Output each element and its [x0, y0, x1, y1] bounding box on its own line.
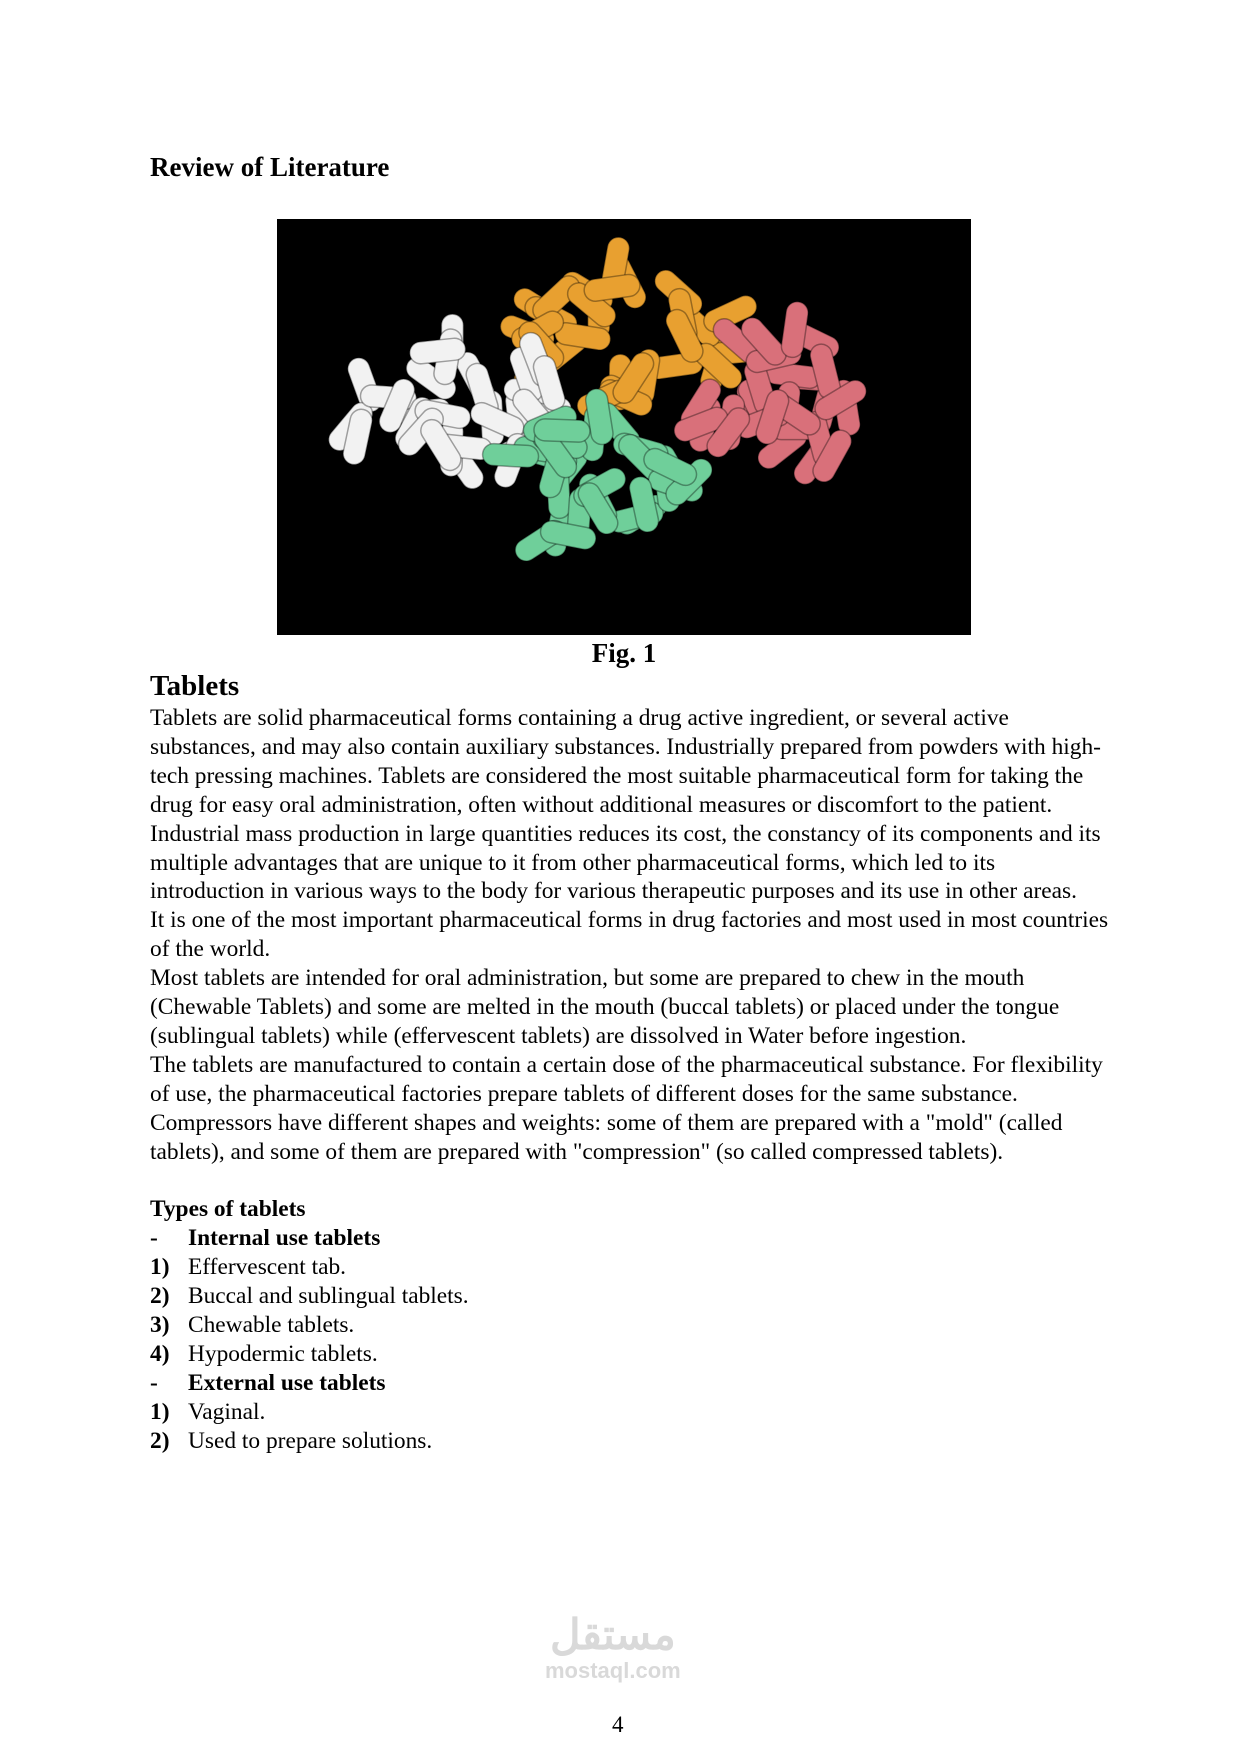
pills-photo [277, 219, 971, 635]
item-text: Buccal and sublingual tablets. [188, 1283, 469, 1310]
dash-bullet: - [150, 1225, 158, 1252]
list-item [150, 1340, 1110, 1369]
dash-bullet: - [150, 1369, 158, 1396]
watermark-logo [545, 1612, 681, 1684]
item-number: 1) [150, 1398, 170, 1425]
watermark-arabic: مستقل [550, 1611, 676, 1658]
pill [534, 419, 591, 443]
group-label: Internal use tablets [188, 1225, 381, 1252]
paragraph: The tablets are manufactured to contain a certain dose of the pharmaceutical substance. For flexibility of use, the pharmaceutical factories prepare tablets of different doses for the same substance. Compressors have different shapes and weights: some of them are prepared with a "mold" (called tablets), and some of them are prepared with "compression" (so called compressed tablets). [150, 1051, 1103, 1165]
list-item [150, 1282, 1110, 1311]
section-title: Tablets [150, 670, 240, 702]
pills-image [277, 219, 971, 635]
list-item [150, 1398, 1110, 1427]
content-flow [150, 704, 1110, 1456]
page-heading: Review of Literature [150, 152, 390, 182]
pill [780, 300, 810, 359]
paragraph: Industrial mass production in large quantities reduces its cost, the constancy of its components and its multiple advantages that are unique to it from other pharmaceutical forms, which led to its introduction in various ways to the body for various therapeutic purposes and its use in other areas. [150, 820, 1101, 905]
item-text: Effervescent tab. [188, 1254, 347, 1281]
paragraph: Tablets are solid pharmaceutical forms containing a drug active ingredient, or several active substances, and may also contain auxiliary substances. Industrially prepared from powders with high-tech pressing machines. Tablets are considered the most suitable pharmaceutical form for taking the drug for easy oral administration, often without additional measures or discomfort to the patient. [150, 705, 1101, 818]
page-number: 4 [612, 1712, 624, 1737]
paragraph: Most tablets are intended for oral administration, but some are prepared to chew in the mouth (Chewable Tablets) and some are melted in the mouth (buccal tablets) or placed under the tongue (sublingual tablets) while (effervescent tablets) are dissolved in Water before ingestion. [150, 965, 1060, 1049]
item-number: 1) [150, 1254, 170, 1281]
item-text: Vaginal. [188, 1398, 266, 1425]
body-text [150, 704, 1110, 1167]
item-text: Used to prepare solutions. [188, 1427, 433, 1454]
paragraph: It is one of the most important pharmaceutical forms in drug factories and most used in most countries of the world. [150, 907, 1109, 963]
list-item [150, 1427, 1110, 1456]
item-text: Chewable tablets. [188, 1312, 355, 1339]
item-number: 4) [150, 1340, 170, 1367]
item-text: Hypodermic tablets. [188, 1340, 378, 1367]
list-item [150, 1253, 1110, 1282]
types-list [150, 1195, 1110, 1455]
item-number: 2) [150, 1283, 170, 1310]
item-number: 3) [150, 1312, 170, 1339]
item-number: 2) [150, 1427, 170, 1454]
list-item [150, 1311, 1110, 1340]
watermark-latin: mostaql.com [545, 1658, 681, 1683]
pill [482, 443, 539, 468]
types-title: Types of tablets [150, 1196, 306, 1223]
group-label: External use tablets [188, 1369, 386, 1396]
figure-caption: Fig. 1 [591, 638, 657, 668]
